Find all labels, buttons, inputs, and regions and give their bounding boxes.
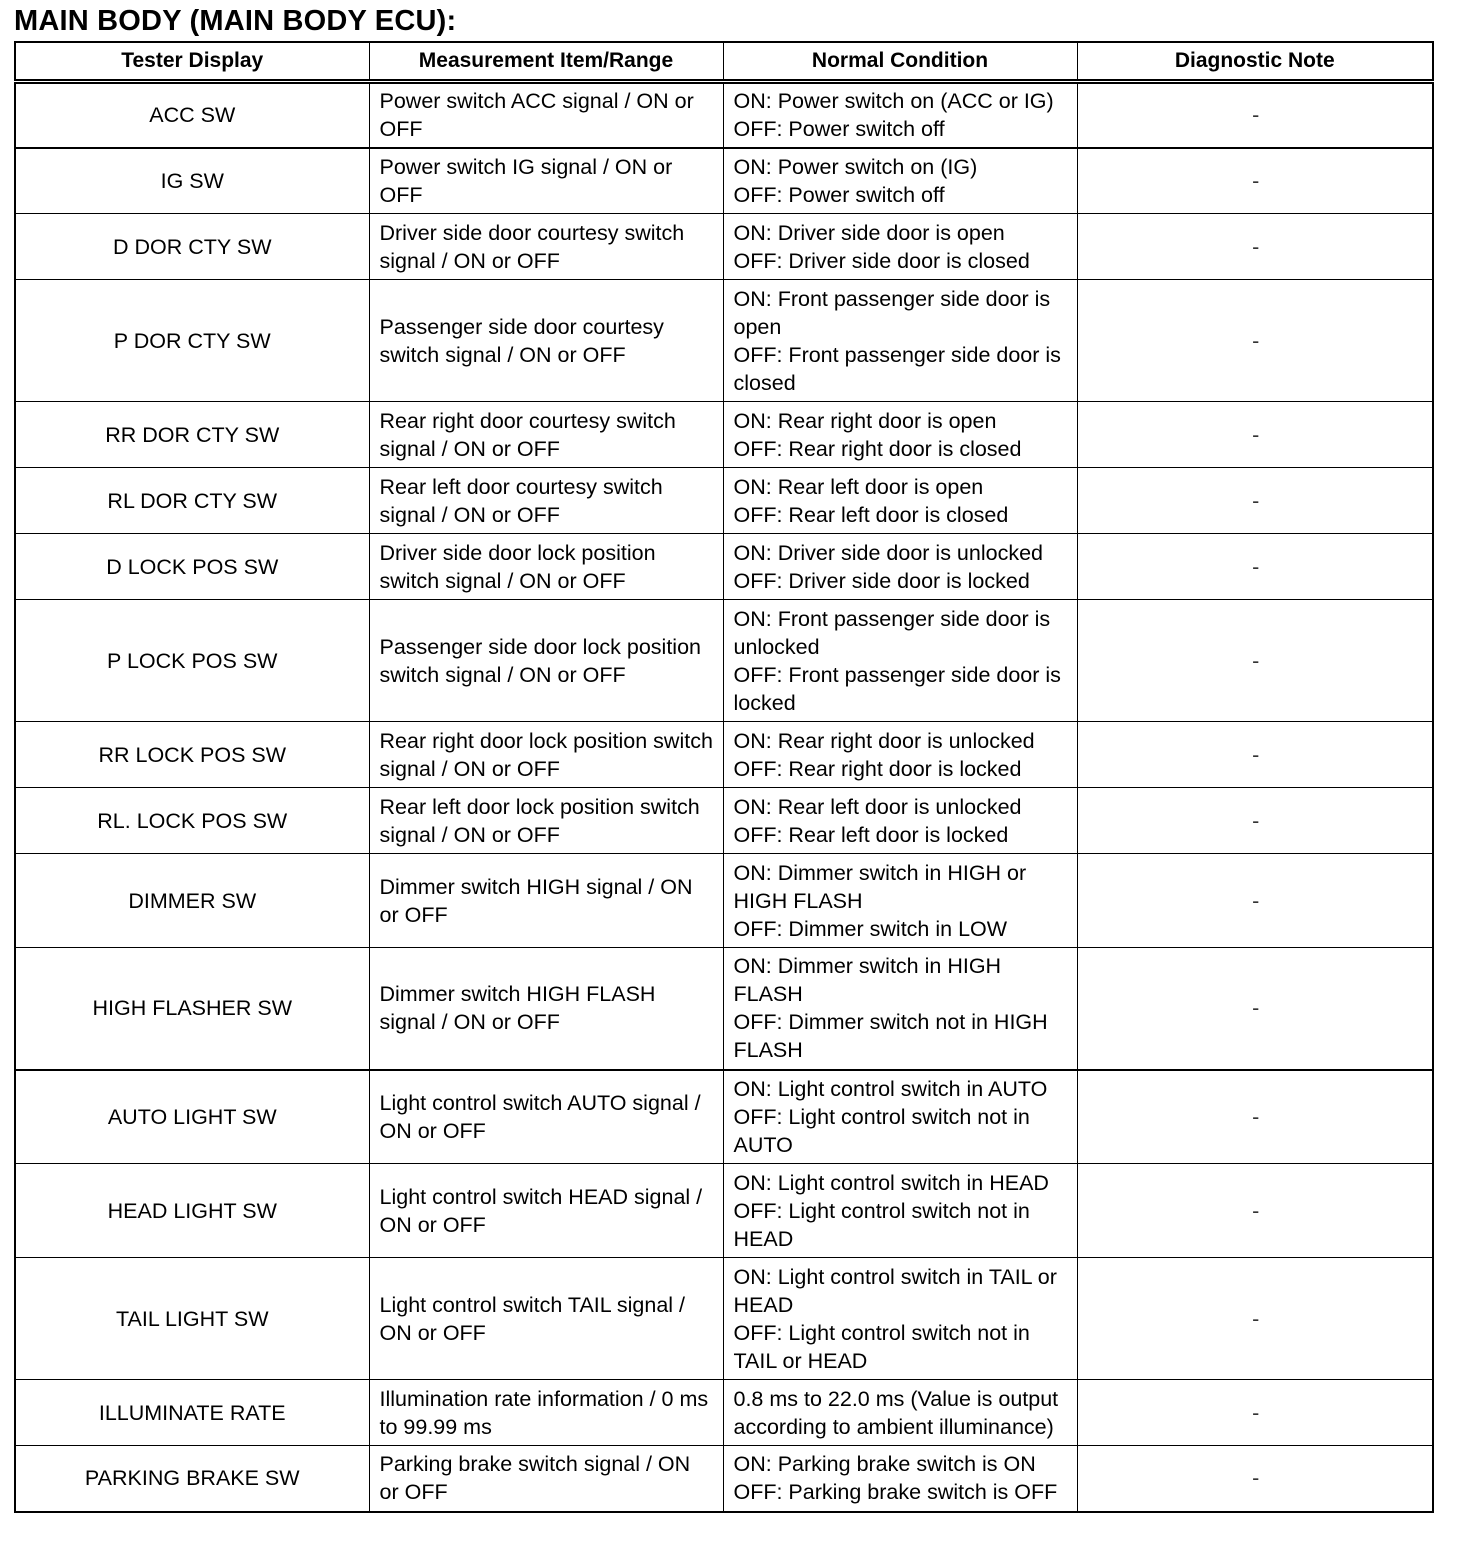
measurement-item-cell: Parking brake switch signal / ON or OFF	[369, 1446, 723, 1512]
condition-line: ON: Front passenger side door is unlocked	[733, 606, 1051, 659]
measurement-item-cell: Driver side door lock position switch signal / ON or OFF	[369, 534, 723, 600]
condition-line: OFF: Rear right door is closed	[733, 436, 1022, 461]
diagnostic-note-cell: -	[1077, 402, 1433, 468]
tester-display-cell: HEAD LIGHT SW	[15, 1164, 369, 1258]
normal-condition-cell	[723, 1164, 1077, 1258]
condition-line: ON: Rear left door is open	[733, 474, 984, 499]
diagnostic-note-cell: -	[1077, 280, 1433, 402]
condition-line: ON: Parking brake switch is ON	[733, 1452, 1036, 1477]
diagnostic-note-cell: -	[1077, 600, 1433, 722]
table-row	[15, 1446, 1433, 1512]
diagnostic-note-cell: -	[1077, 788, 1433, 854]
diagnostic-note-cell: -	[1077, 1164, 1433, 1258]
tester-display-cell: RL. LOCK POS SW	[15, 788, 369, 854]
normal-condition-cell	[723, 722, 1077, 788]
condition-line: ON: Power switch on (IG)	[733, 154, 978, 179]
header-diagnostic-note: Diagnostic Note	[1077, 42, 1433, 82]
diagnostic-note-cell: -	[1077, 82, 1433, 148]
measurement-item-cell: Power switch ACC signal / ON or OFF	[369, 82, 723, 148]
table-row	[15, 948, 1433, 1070]
normal-condition-cell	[723, 148, 1077, 214]
tester-display-cell: ILLUMINATE RATE	[15, 1380, 369, 1446]
table-row	[15, 534, 1433, 600]
table-row	[15, 402, 1433, 468]
normal-condition-cell	[723, 402, 1077, 468]
table-row	[15, 1070, 1433, 1164]
diagnostic-note-cell: -	[1077, 722, 1433, 788]
diagnostic-note-cell: -	[1077, 948, 1433, 1070]
condition-line: OFF: Dimmer switch not in HIGH FLASH	[733, 1010, 1048, 1063]
tester-display-cell: ACC SW	[15, 82, 369, 148]
data-list-table	[14, 41, 1434, 1513]
condition-line: ON: Light control switch in HEAD	[733, 1170, 1049, 1195]
condition-line: OFF: Rear left door is locked	[733, 822, 1009, 847]
condition-line: OFF: Light control switch not in TAIL or HEAD	[733, 1320, 1030, 1373]
table-row	[15, 1258, 1433, 1380]
header-normal-condition: Normal Condition	[723, 42, 1077, 82]
measurement-item-cell: Rear right door courtesy switch signal / ON or OFF	[369, 402, 723, 468]
diagnostic-note-cell: -	[1077, 214, 1433, 280]
tester-display-cell: IG SW	[15, 148, 369, 214]
table-row	[15, 148, 1433, 214]
condition-line: OFF: Light control switch not in HEAD	[733, 1198, 1030, 1251]
tester-display-cell: HIGH FLASHER SW	[15, 948, 369, 1070]
normal-condition-cell	[723, 214, 1077, 280]
measurement-item-cell: Light control switch TAIL signal / ON or OFF	[369, 1258, 723, 1380]
header-measurement-item: Measurement Item/Range	[369, 42, 723, 82]
condition-line: OFF: Driver side door is locked	[733, 568, 1030, 593]
table-row	[15, 1380, 1433, 1446]
condition-line: OFF: Front passenger side door is closed	[733, 342, 1061, 395]
table-row	[15, 82, 1433, 148]
tester-display-cell: RR DOR CTY SW	[15, 402, 369, 468]
condition-line: OFF: Dimmer switch in LOW	[733, 916, 1008, 941]
measurement-item-cell: Illumination rate information / 0 ms to 99.99 ms	[369, 1380, 723, 1446]
tester-display-cell: TAIL LIGHT SW	[15, 1258, 369, 1380]
normal-condition-cell	[723, 600, 1077, 722]
normal-condition-cell	[723, 1070, 1077, 1164]
condition-line: ON: Driver side door is open	[733, 220, 1005, 245]
condition-line: ON: Rear right door is open	[733, 408, 997, 433]
table-row	[15, 788, 1433, 854]
measurement-item-cell: Dimmer switch HIGH FLASH signal / ON or OFF	[369, 948, 723, 1070]
table-row	[15, 280, 1433, 402]
condition-line: 0.8 ms to 22.0 ms (Value is output according to ambient illuminance)	[733, 1386, 1059, 1439]
diagnostic-note-cell: -	[1077, 854, 1433, 948]
normal-condition-cell	[723, 82, 1077, 148]
condition-line: ON: Rear right door is unlocked	[733, 728, 1035, 753]
measurement-item-cell: Rear right door lock position switch signal / ON or OFF	[369, 722, 723, 788]
diagnostic-note-cell: -	[1077, 1258, 1433, 1380]
table-body	[15, 82, 1433, 1512]
tester-display-cell: AUTO LIGHT SW	[15, 1070, 369, 1164]
normal-condition-cell	[723, 1258, 1077, 1380]
normal-condition-cell	[723, 280, 1077, 402]
condition-line: ON: Light control switch in AUTO	[733, 1076, 1048, 1101]
page-title: MAIN BODY (MAIN BODY ECU):	[14, 5, 457, 37]
normal-condition-cell	[723, 468, 1077, 534]
condition-line: OFF: Power switch off	[733, 182, 945, 207]
tester-display-cell: RR LOCK POS SW	[15, 722, 369, 788]
condition-line: OFF: Rear right door is locked	[733, 756, 1022, 781]
measurement-item-cell: Driver side door courtesy switch signal / ON or OFF	[369, 214, 723, 280]
normal-condition-cell	[723, 1446, 1077, 1512]
table-row	[15, 600, 1433, 722]
tester-display-cell: P LOCK POS SW	[15, 600, 369, 722]
condition-line: ON: Rear left door is unlocked	[733, 794, 1022, 819]
table-header-row	[15, 42, 1433, 82]
condition-line: ON: Light control switch in TAIL or HEAD	[733, 1264, 1057, 1317]
diagnostic-note-cell: -	[1077, 468, 1433, 534]
condition-line: OFF: Rear left door is closed	[733, 502, 1009, 527]
measurement-item-cell: Rear left door courtesy switch signal / ON or OFF	[369, 468, 723, 534]
normal-condition-cell	[723, 534, 1077, 600]
condition-line: ON: Dimmer switch in HIGH or HIGH FLASH	[733, 860, 1027, 913]
measurement-item-cell: Light control switch HEAD signal / ON or OFF	[369, 1164, 723, 1258]
normal-condition-cell	[723, 854, 1077, 948]
condition-line: OFF: Parking brake switch is OFF	[733, 1480, 1058, 1505]
measurement-item-cell: Passenger side door courtesy switch signal / ON or OFF	[369, 280, 723, 402]
diagnostic-note-cell: -	[1077, 1446, 1433, 1512]
tester-display-cell: PARKING BRAKE SW	[15, 1446, 369, 1512]
normal-condition-cell	[723, 788, 1077, 854]
diagnostic-note-cell: -	[1077, 1070, 1433, 1164]
tester-display-cell: RL DOR CTY SW	[15, 468, 369, 534]
condition-line: OFF: Light control switch not in AUTO	[733, 1104, 1030, 1157]
diagnostic-note-cell: -	[1077, 534, 1433, 600]
measurement-item-cell: Power switch IG signal / ON or OFF	[369, 148, 723, 214]
tester-display-cell: D LOCK POS SW	[15, 534, 369, 600]
tester-display-cell: D DOR CTY SW	[15, 214, 369, 280]
table-row	[15, 1164, 1433, 1258]
table-row	[15, 722, 1433, 788]
condition-line: ON: Front passenger side door is open	[733, 286, 1051, 339]
measurement-item-cell: Dimmer switch HIGH signal / ON or OFF	[369, 854, 723, 948]
measurement-item-cell: Light control switch AUTO signal / ON or OFF	[369, 1070, 723, 1164]
diagnostic-note-cell: -	[1077, 1380, 1433, 1446]
condition-line: OFF: Power switch off	[733, 117, 945, 142]
table-row	[15, 214, 1433, 280]
measurement-item-cell: Rear left door lock position switch signal / ON or OFF	[369, 788, 723, 854]
header-tester-display: Tester Display	[15, 42, 369, 82]
condition-line: ON: Dimmer switch in HIGH FLASH	[733, 954, 1002, 1007]
condition-line: OFF: Front passenger side door is locked	[733, 662, 1061, 715]
table-row	[15, 468, 1433, 534]
condition-line: OFF: Driver side door is closed	[733, 248, 1030, 273]
normal-condition-cell	[723, 948, 1077, 1070]
condition-line: ON: Power switch on (ACC or IG)	[733, 89, 1054, 114]
table-row	[15, 854, 1433, 948]
measurement-item-cell: Passenger side door lock position switch signal / ON or OFF	[369, 600, 723, 722]
tester-display-cell: DIMMER SW	[15, 854, 369, 948]
tester-display-cell: P DOR CTY SW	[15, 280, 369, 402]
normal-condition-cell	[723, 1380, 1077, 1446]
diagnostic-note-cell: -	[1077, 148, 1433, 214]
condition-line: ON: Driver side door is unlocked	[733, 540, 1043, 565]
